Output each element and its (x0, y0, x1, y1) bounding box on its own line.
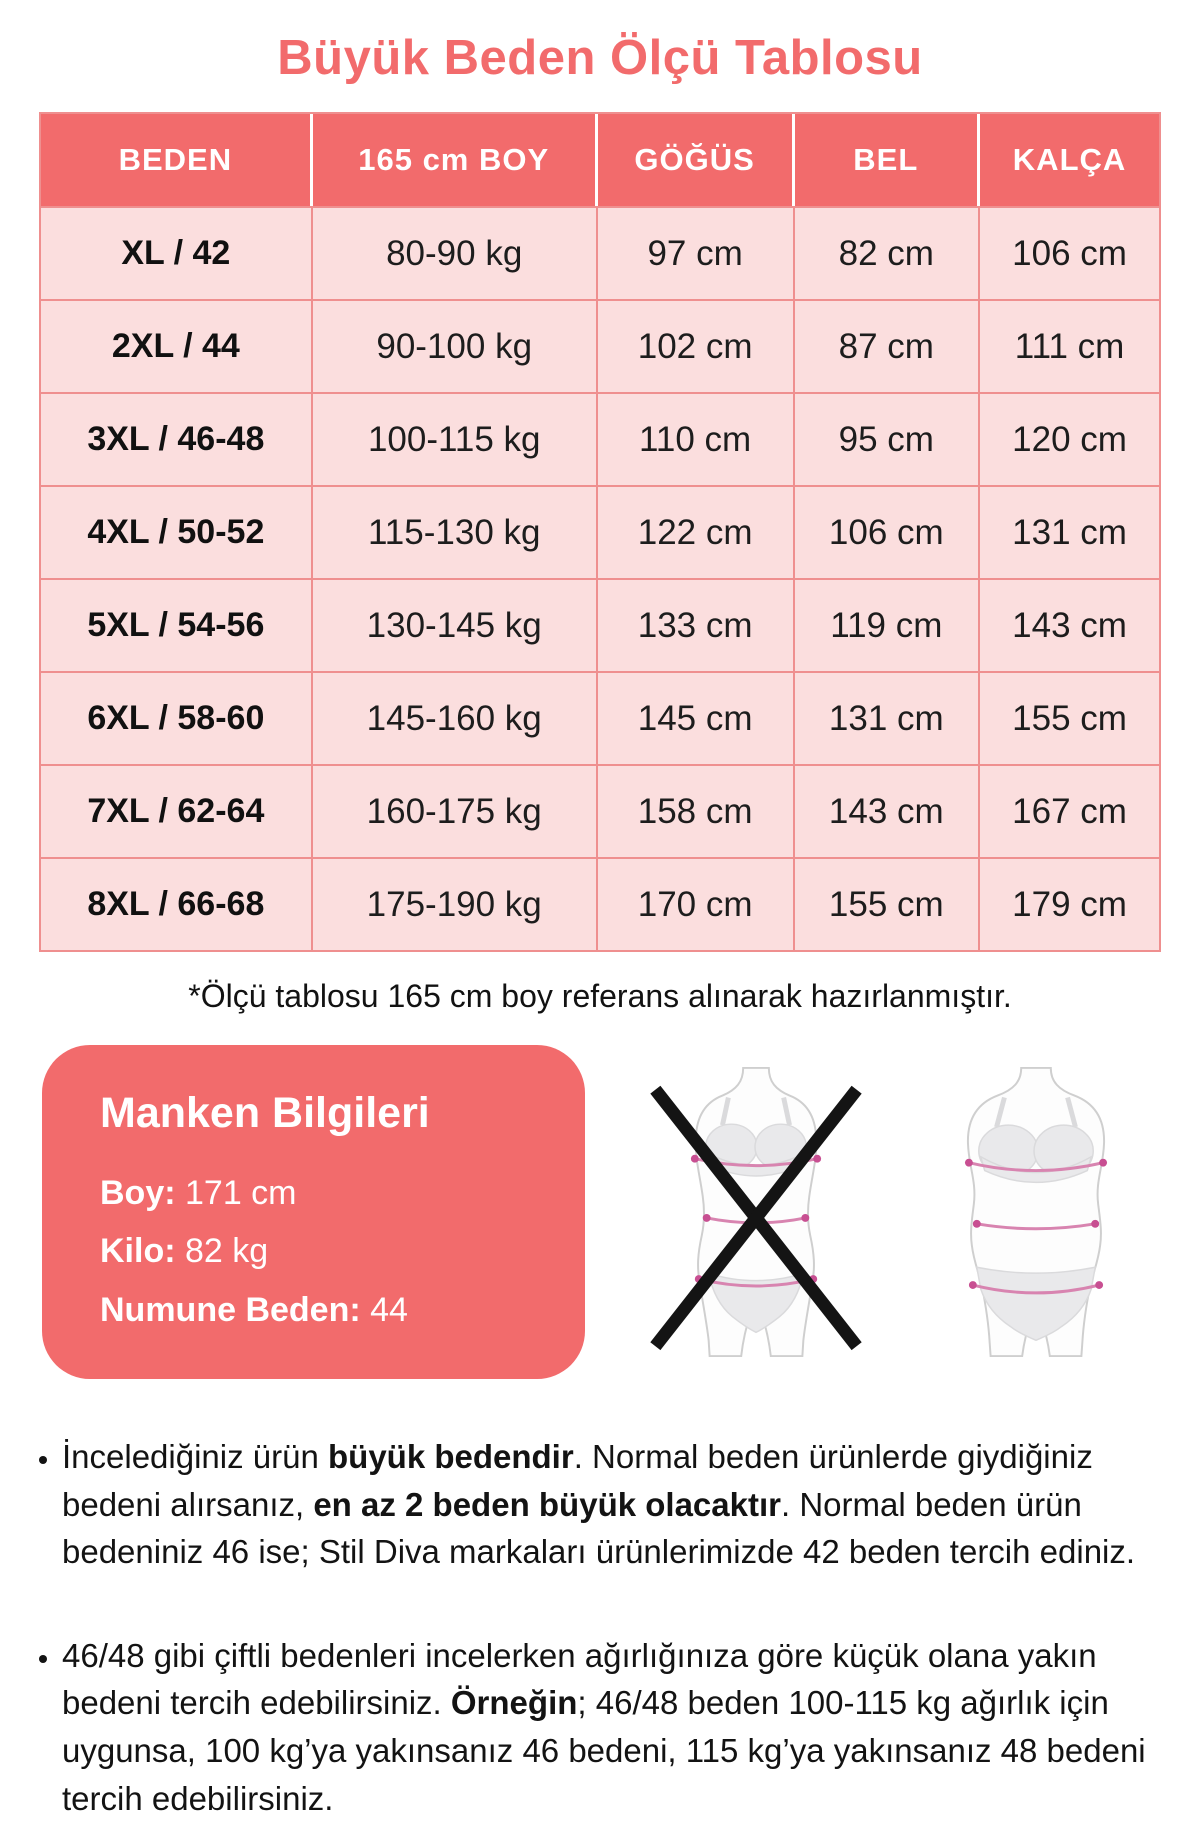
measurement-cell: 97 cm (598, 206, 795, 299)
model-info-value: 44 (360, 1290, 408, 1329)
column-header-4: KALÇA (980, 114, 1159, 206)
note-text: İncelediğiniz ürün (62, 1438, 328, 1476)
model-info-title: Manken Bilgileri (100, 1089, 430, 1137)
measurement-cell: 120 cm (980, 392, 1159, 485)
model-info-section (42, 1045, 1170, 1379)
measurement-cell: 155 cm (980, 671, 1159, 764)
measurement-cell: 143 cm (980, 578, 1159, 671)
measurement-cell: 115-130 kg (313, 485, 598, 578)
size-name-cell: 7XL / 62-64 (41, 764, 313, 857)
measurement-cell: 130-145 kg (313, 578, 598, 671)
size-name-cell: 2XL / 44 (41, 299, 313, 392)
column-header-2: GÖĞÜS (598, 114, 795, 206)
measurement-cell: 155 cm (795, 857, 981, 950)
measurement-cell: 167 cm (980, 764, 1159, 857)
measurement-cell: 102 cm (598, 299, 795, 392)
slim-body-silhouette-icon (645, 1064, 867, 1360)
size-table-row (41, 671, 1159, 764)
size-table-row (41, 206, 1159, 299)
size-name-cell: XL / 42 (41, 206, 313, 299)
note-text: ; 46/48 beden 100-115 kg ağırlık için uygunsa, 100 kg’ya yakınsanız 46 bedeni, 115 kg’ya yakınsanız 48 bedeni tercih edebilirsiniz. (62, 1684, 1146, 1817)
size-name-cell: 6XL / 58-60 (41, 671, 313, 764)
note-text-bold: büyük bedendir (328, 1438, 574, 1476)
note-text-bold: en az 2 beden büyük olacaktır (313, 1485, 781, 1523)
plus-size-body-figure (925, 1064, 1147, 1360)
measurement-cell: 87 cm (795, 299, 981, 392)
size-table-row (41, 578, 1159, 671)
measurement-cell: 160-175 kg (313, 764, 598, 857)
size-table-header-row (41, 114, 1159, 206)
page-title: Büyük Beden Ölçü Tablosu (277, 31, 923, 85)
note-text-bold: Örneğin (450, 1684, 578, 1722)
note-text: 46/48 gibi çiftli bedenleri incelerken ağırlığınıza göre küçük olana yakın bedeni tercih edebilirsiniz. (62, 1636, 1097, 1722)
measurement-cell: 158 cm (598, 764, 795, 857)
size-table-row (41, 299, 1159, 392)
measurement-cell: 100-115 kg (313, 392, 598, 485)
model-info-item (100, 1222, 555, 1280)
crossed-out-slim-body-figure (645, 1064, 867, 1360)
measurement-cell: 110 cm (598, 392, 795, 485)
measurement-cell: 175-190 kg (313, 857, 598, 950)
size-table (39, 112, 1161, 952)
size-name-cell: 4XL / 50-52 (41, 485, 313, 578)
measurement-cell: 106 cm (980, 206, 1159, 299)
measurement-cell: 133 cm (598, 578, 795, 671)
column-header-3: BEL (795, 114, 981, 206)
note-text: . Normal beden ürünlerde giydiğiniz bedeni alırsanız, (62, 1438, 1093, 1523)
model-info-label: Boy: (100, 1174, 176, 1212)
column-header-1: 165 cm BOY (313, 114, 598, 206)
note-text: . Normal beden ürün bedeniniz 46 ise; Stil Diva markaları ürünlerimizde 42 beden tercih ediniz. (62, 1485, 1136, 1571)
model-info-card (42, 1045, 585, 1379)
size-table-row (41, 857, 1159, 950)
table-footnote: *Ölçü tablosu 165 cm boy referans alınarak hazırlanmıştır. (188, 978, 1012, 1014)
note-item (62, 1433, 1170, 1576)
size-name-cell: 5XL / 54-56 (41, 578, 313, 671)
size-name-cell: 8XL / 66-68 (41, 857, 313, 950)
measurement-cell: 119 cm (795, 578, 981, 671)
column-header-0: BEDEN (41, 114, 313, 206)
measurement-cell: 106 cm (795, 485, 981, 578)
plus-body-silhouette-icon (925, 1064, 1147, 1360)
model-info-label: Numune Beden: (100, 1290, 361, 1329)
size-table-body (41, 206, 1159, 950)
measurement-cell: 145 cm (598, 671, 795, 764)
measurement-cell: 131 cm (980, 485, 1159, 578)
size-table-row (41, 392, 1159, 485)
measurement-cell: 95 cm (795, 392, 981, 485)
measurement-cell: 111 cm (980, 299, 1159, 392)
measurement-cell: 143 cm (795, 764, 981, 857)
model-info-value: 82 kg (175, 1232, 269, 1271)
model-info-item (100, 1281, 555, 1339)
size-table-row (41, 485, 1159, 578)
measurement-cell: 122 cm (598, 485, 795, 578)
model-info-value: 171 cm (175, 1174, 297, 1212)
measurement-cell: 170 cm (598, 857, 795, 950)
size-name-cell: 3XL / 46-48 (41, 392, 313, 485)
measurement-cell: 179 cm (980, 857, 1159, 950)
note-item (62, 1632, 1170, 1822)
model-info-label: Kilo: (100, 1232, 176, 1271)
notes-list (62, 1433, 1170, 1822)
model-info-item (100, 1164, 555, 1222)
measurement-cell: 145-160 kg (313, 671, 598, 764)
figures-panel (621, 1045, 1170, 1379)
measurement-cell: 80-90 kg (313, 206, 598, 299)
measurement-cell: 90-100 kg (313, 299, 598, 392)
measurement-cell: 82 cm (795, 206, 981, 299)
size-table-row (41, 764, 1159, 857)
model-info-items (100, 1164, 555, 1339)
measurement-cell: 131 cm (795, 671, 981, 764)
